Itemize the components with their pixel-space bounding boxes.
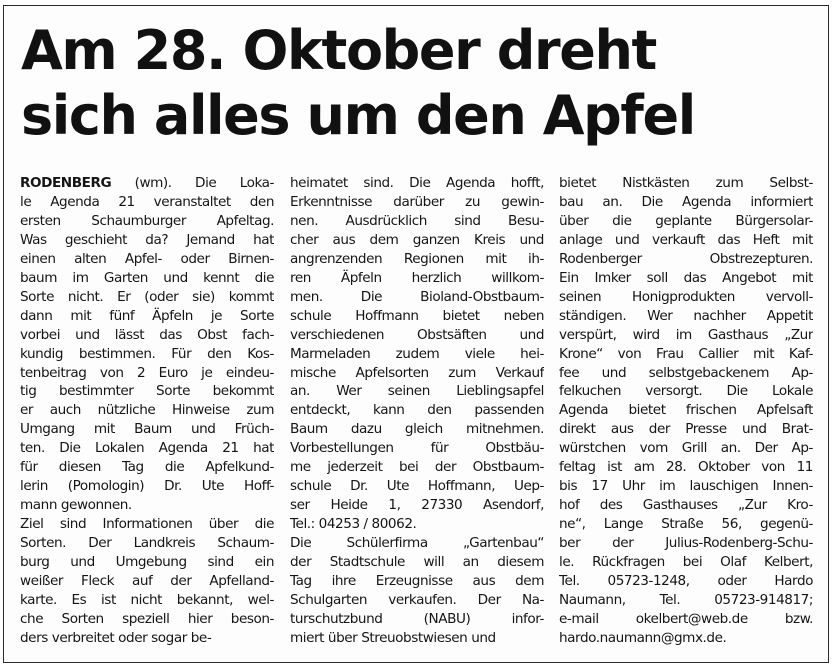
article-line: verschiedenen Obstsäften und — [290, 326, 544, 343]
article-line: che Sorten speziell hier beson- — [20, 610, 274, 627]
article-line: ren Äpfeln herzlich willkom- — [290, 269, 544, 286]
article-line: heimatet sind. Die Agenda hofft, — [290, 175, 544, 191]
article-headline — [21, 18, 821, 148]
article-line: Erkenntnisse darüber zu gewin- — [290, 193, 544, 210]
article-line: bau an. Die Agenda informiert — [559, 193, 813, 210]
article-line: Die Schülerfirma „Gartenbau“ — [290, 535, 544, 552]
article-line: Tel.: 04253 / 80062. — [290, 516, 417, 533]
article-column-3 — [559, 174, 813, 648]
article-line: einen alten Apfel- oder Birnen- — [20, 250, 274, 267]
article-line: Rodenberger Obstrezepturen. — [559, 250, 813, 267]
article-line: Krone“ von Frau Callier mit Kaf- — [559, 345, 813, 362]
article-line: Baum dazu gleich mitnehmen. — [290, 421, 544, 438]
article-line: vorbei und lässt das Obst fach- — [20, 326, 274, 343]
article-line: Was geschieht da? Jemand hat — [20, 231, 274, 248]
article-column-2 — [290, 174, 544, 648]
article-line: ersten Schaumburger Apfeltag. — [20, 212, 274, 229]
article-line: lerin (Pomologin) Dr. Ute Hoff- — [20, 478, 274, 495]
article-line: e-mail okelbert@web.de bzw. — [559, 610, 813, 627]
article-line: tig bestimmter Sorte bekommt — [20, 383, 274, 400]
headline-line-2: sich alles um den Apfel — [21, 84, 695, 147]
article-column-1 — [20, 174, 274, 648]
article-line: miert über Streuobstwiesen und — [290, 629, 496, 646]
article-line: hardo.naumann@gmx.de. — [559, 629, 727, 646]
article-line: le Agenda 21 veranstaltet den — [20, 193, 274, 210]
article-line: für diesen Tag die Apfelkund- — [20, 459, 274, 476]
article-line: Ein Imker soll das Angebot mit — [559, 269, 813, 286]
article-line: ständigen. Wer nachher Appetit — [559, 307, 813, 324]
article-line: cher aus dem ganzen Kreis und — [290, 231, 544, 248]
article-line: Agenda bietet frischen Apfelsaft — [559, 402, 813, 419]
article-line: direkt aus der Presse und Brat- — [559, 421, 813, 438]
article-line: anlage und verkauft das Heft mit — [559, 231, 813, 248]
article-line: ten. Die Lokalen Agenda 21 hat — [20, 440, 274, 457]
article-line: le. Rückfragen bei Olaf Kelbert, — [559, 554, 813, 571]
article-line: bis 17 Uhr im lauschigen Innen- — [559, 478, 813, 495]
article-line: dann mit fünf Äpfeln je Sorte — [20, 307, 274, 324]
article-line: der Stadtschule will an diesem — [290, 554, 544, 571]
article-line: seinen Honigprodukten vervoll- — [559, 288, 813, 305]
article-line: tenbeitrag von 2 Euro je eindeu- — [20, 364, 274, 381]
article-line: an. Wer seinen Lieblingsapfel — [290, 383, 544, 400]
article-line: über die geplante Bürgersolar- — [559, 212, 813, 229]
article-line: Umgang mit Baum und Früch- — [20, 421, 274, 438]
article-line: schule Dr. Ute Hoffmann, Uep- — [290, 478, 544, 495]
headline-line-1: Am 28. Oktober dreht — [21, 19, 656, 82]
article-line: ne“, Lange Straße 56, gegenü- — [559, 516, 813, 533]
article-line: verspürt, wird im Gasthaus „Zur — [559, 326, 813, 343]
article-line: feltag ist am 28. Oktober von 11 — [559, 459, 813, 476]
article-line: Sorte nicht. Er (oder sie) kommt — [20, 288, 274, 305]
article-line: Vorbestellungen für Obstbäu- — [290, 440, 544, 457]
first-line — [20, 174, 274, 193]
article-line: men. Die Bioland-Obstbaum- — [290, 288, 544, 305]
article-line: Tel. 05723-1248, oder Hardo — [559, 573, 813, 590]
article-line: nen. Ausdrücklich sind Besu- — [290, 212, 544, 229]
dateline: RODENBERG — [20, 175, 112, 191]
article-line: Naumann, Tel. 05723-914817; — [559, 591, 813, 608]
article-line: burg und Umgebung sind ein — [20, 554, 274, 571]
article-line: würstchen vom Grill an. Der Ap- — [559, 440, 813, 457]
first-line-text: (wm). Die Loka- — [111, 175, 274, 191]
article-line: schule Hoffmann bietet neben — [290, 307, 544, 324]
article-line: Marmeladen zudem viele hei- — [290, 345, 544, 362]
article-line: mann gewonnen. — [20, 497, 132, 514]
article-line: fee und selbstgebackenem Ap- — [559, 364, 813, 381]
article-line: baum im Garten und kennt die — [20, 269, 274, 286]
article-line: Ziel sind Informationen über die — [20, 516, 274, 533]
article-line: ders verbreitet oder sogar be- — [20, 629, 212, 646]
article-line: bietet Nistkästen zum Selbst- — [559, 175, 813, 191]
article-line: angrenzenden Regionen mit ih- — [290, 250, 544, 267]
article-line: felkuchen versorgt. Die Lokale — [559, 383, 813, 400]
article-line: turschutzbund (NABU) infor- — [290, 610, 544, 627]
article-line: ber der Julius-Rodenberg-Schu- — [559, 535, 813, 552]
article-line: Tag ihre Erzeugnisse aus dem — [290, 573, 544, 590]
article-line: me jederzeit bei der Obstbaum- — [290, 459, 544, 476]
article-line: Sorten. Der Landkreis Schaum- — [20, 535, 274, 552]
article-line: kundig bestimmen. Für den Kos- — [20, 345, 274, 362]
article-line: karte. Es ist nicht bekannt, wel- — [20, 591, 274, 608]
article-line: Schulgarten verkaufen. Der Na- — [290, 591, 544, 608]
article-line: ser Heide 1, 27330 Asendorf, — [290, 497, 544, 514]
article-line: hof des Gasthauses „Zur Kro- — [559, 497, 813, 514]
article-line: weißer Fleck auf der Apfelland- — [20, 573, 274, 590]
article-line: mische Apfelsorten zum Verkauf — [290, 364, 544, 381]
article-line: entdeckt, kann den passenden — [290, 402, 544, 419]
article-line: er auch nützliche Hinweise zum — [20, 402, 274, 419]
